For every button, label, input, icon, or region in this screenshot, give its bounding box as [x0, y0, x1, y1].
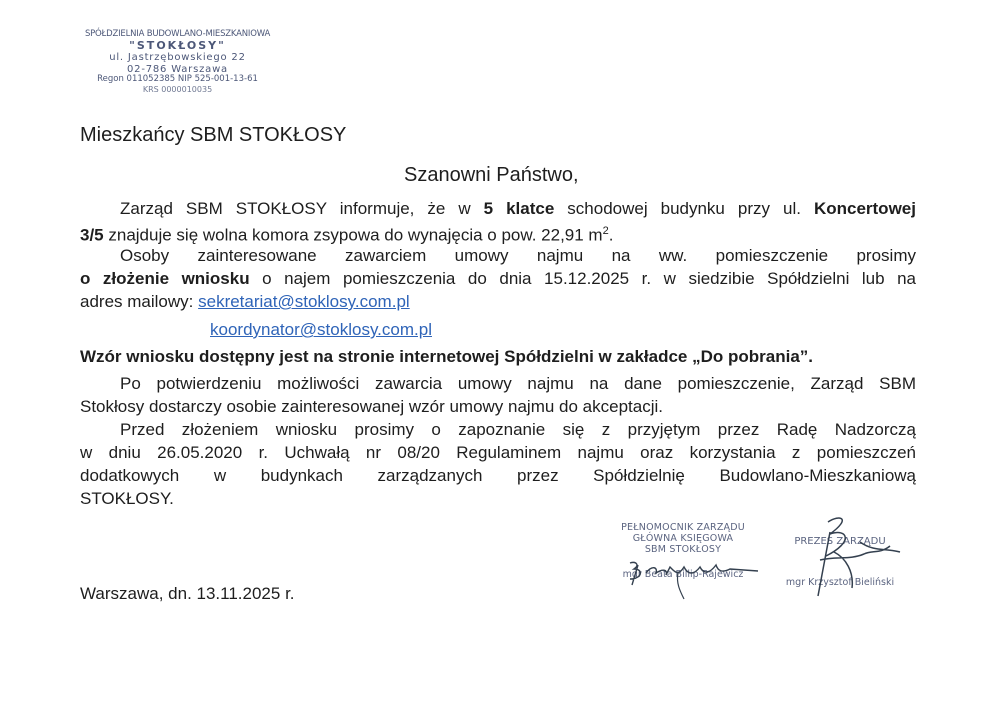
paragraph-announcement	[80, 197, 916, 247]
signature-role: PEŁNOMOCNIK ZARZĄDU	[621, 522, 745, 533]
paragraph-line: STOKŁOSY.	[80, 489, 174, 508]
email-link-coordinator[interactable]: koordynator@stoklosy.com.pl	[210, 320, 432, 339]
handwritten-signature-icon	[618, 555, 768, 600]
paragraph-contract	[80, 372, 916, 418]
stamp-line-regon: Regon 011052385 NIP 525-001-13-61	[97, 74, 258, 85]
stamp-line-brand: "STOKŁOSY"	[129, 38, 226, 52]
organization-stamp	[80, 30, 275, 92]
signature-role: PREZES ZARZĄDU	[794, 536, 886, 547]
paragraph-line: Przed złożeniem wniosku prosimy o zapoznanie się z przyjętym przez Radę Nadzorczą	[120, 420, 916, 439]
stamp-line-name: SPÓŁDZIELNIA BUDOWLANO-MIESZKANIOWA	[84, 29, 271, 39]
paragraph-application	[80, 244, 916, 313]
paragraph-line: o złożenie wniosku o najem pomieszczenia do dnia 15.12.2025 r. w siedzibie Spółdzielni lub na	[80, 269, 916, 288]
stamp-line-city: 02-786 Warszawa	[127, 63, 228, 75]
greeting: Szanowni Państwo,	[404, 164, 579, 186]
signature-role: GŁÓWNA KSIĘGOWA	[632, 533, 734, 544]
paragraph-line: Po potwierdzeniu możliwości zawarcia umowy najmu na dane pomieszczenie, Zarząd SBM	[120, 374, 916, 393]
document-heading: Mieszkańcy SBM STOKŁOSY	[80, 124, 347, 146]
document-date: Warszawa, dn. 13.11.2025 r.	[80, 584, 295, 603]
signature-name: mgr Beata Billip-Rajewicz	[622, 569, 744, 580]
email-link-secretariat[interactable]: sekretariat@stoklosy.com.pl	[198, 292, 410, 311]
paragraph-form-download: Wzór wniosku dostępny jest na stronie internetowej Spółdzielni w zakładce „Do pobrania”.	[80, 347, 814, 366]
paragraph-line: adres mailowy: sekretariat@stoklosy.com.pl	[80, 292, 410, 311]
paragraph-regulations	[80, 418, 916, 510]
handwritten-signature-icon	[790, 512, 910, 602]
paragraph-line: 3/5 znajduje się wolna komora zsypowa do wynajęcia o pow. 22,91 $m^2$.	[80, 225, 614, 245]
signature-name: mgr Krzysztof Bieliński	[785, 577, 895, 588]
paragraph-line: Zarząd SBM STOKŁOSY informuje, że w 5 klatce schodowej budynku przy ul. Koncertowej	[120, 199, 916, 218]
paragraph-line: w dniu 26.05.2020 r. Uchwałą nr 08/20 Regulaminem najmu oraz korzystania z pomieszczeń	[80, 443, 916, 462]
stamp-line-street: ul. Jastrzębowskiego 22	[109, 52, 246, 64]
paragraph-line: Stokłosy dostarczy osobie zainteresowanej wzór umowy najmu do akceptacji.	[80, 397, 663, 416]
paragraph-line: Osoby zainteresowane zawarciem umowy najmu na ww. pomieszczenie prosimy	[120, 246, 916, 265]
paragraph-line: dodatkowych w budynkach zarządzanych przez Spółdzielnię Budowlano-Mieszkaniową	[80, 466, 916, 485]
signature-organization: SBM STOKŁOSY	[644, 544, 722, 555]
stamp-line-krs: KRS 0000010035	[142, 85, 213, 93]
